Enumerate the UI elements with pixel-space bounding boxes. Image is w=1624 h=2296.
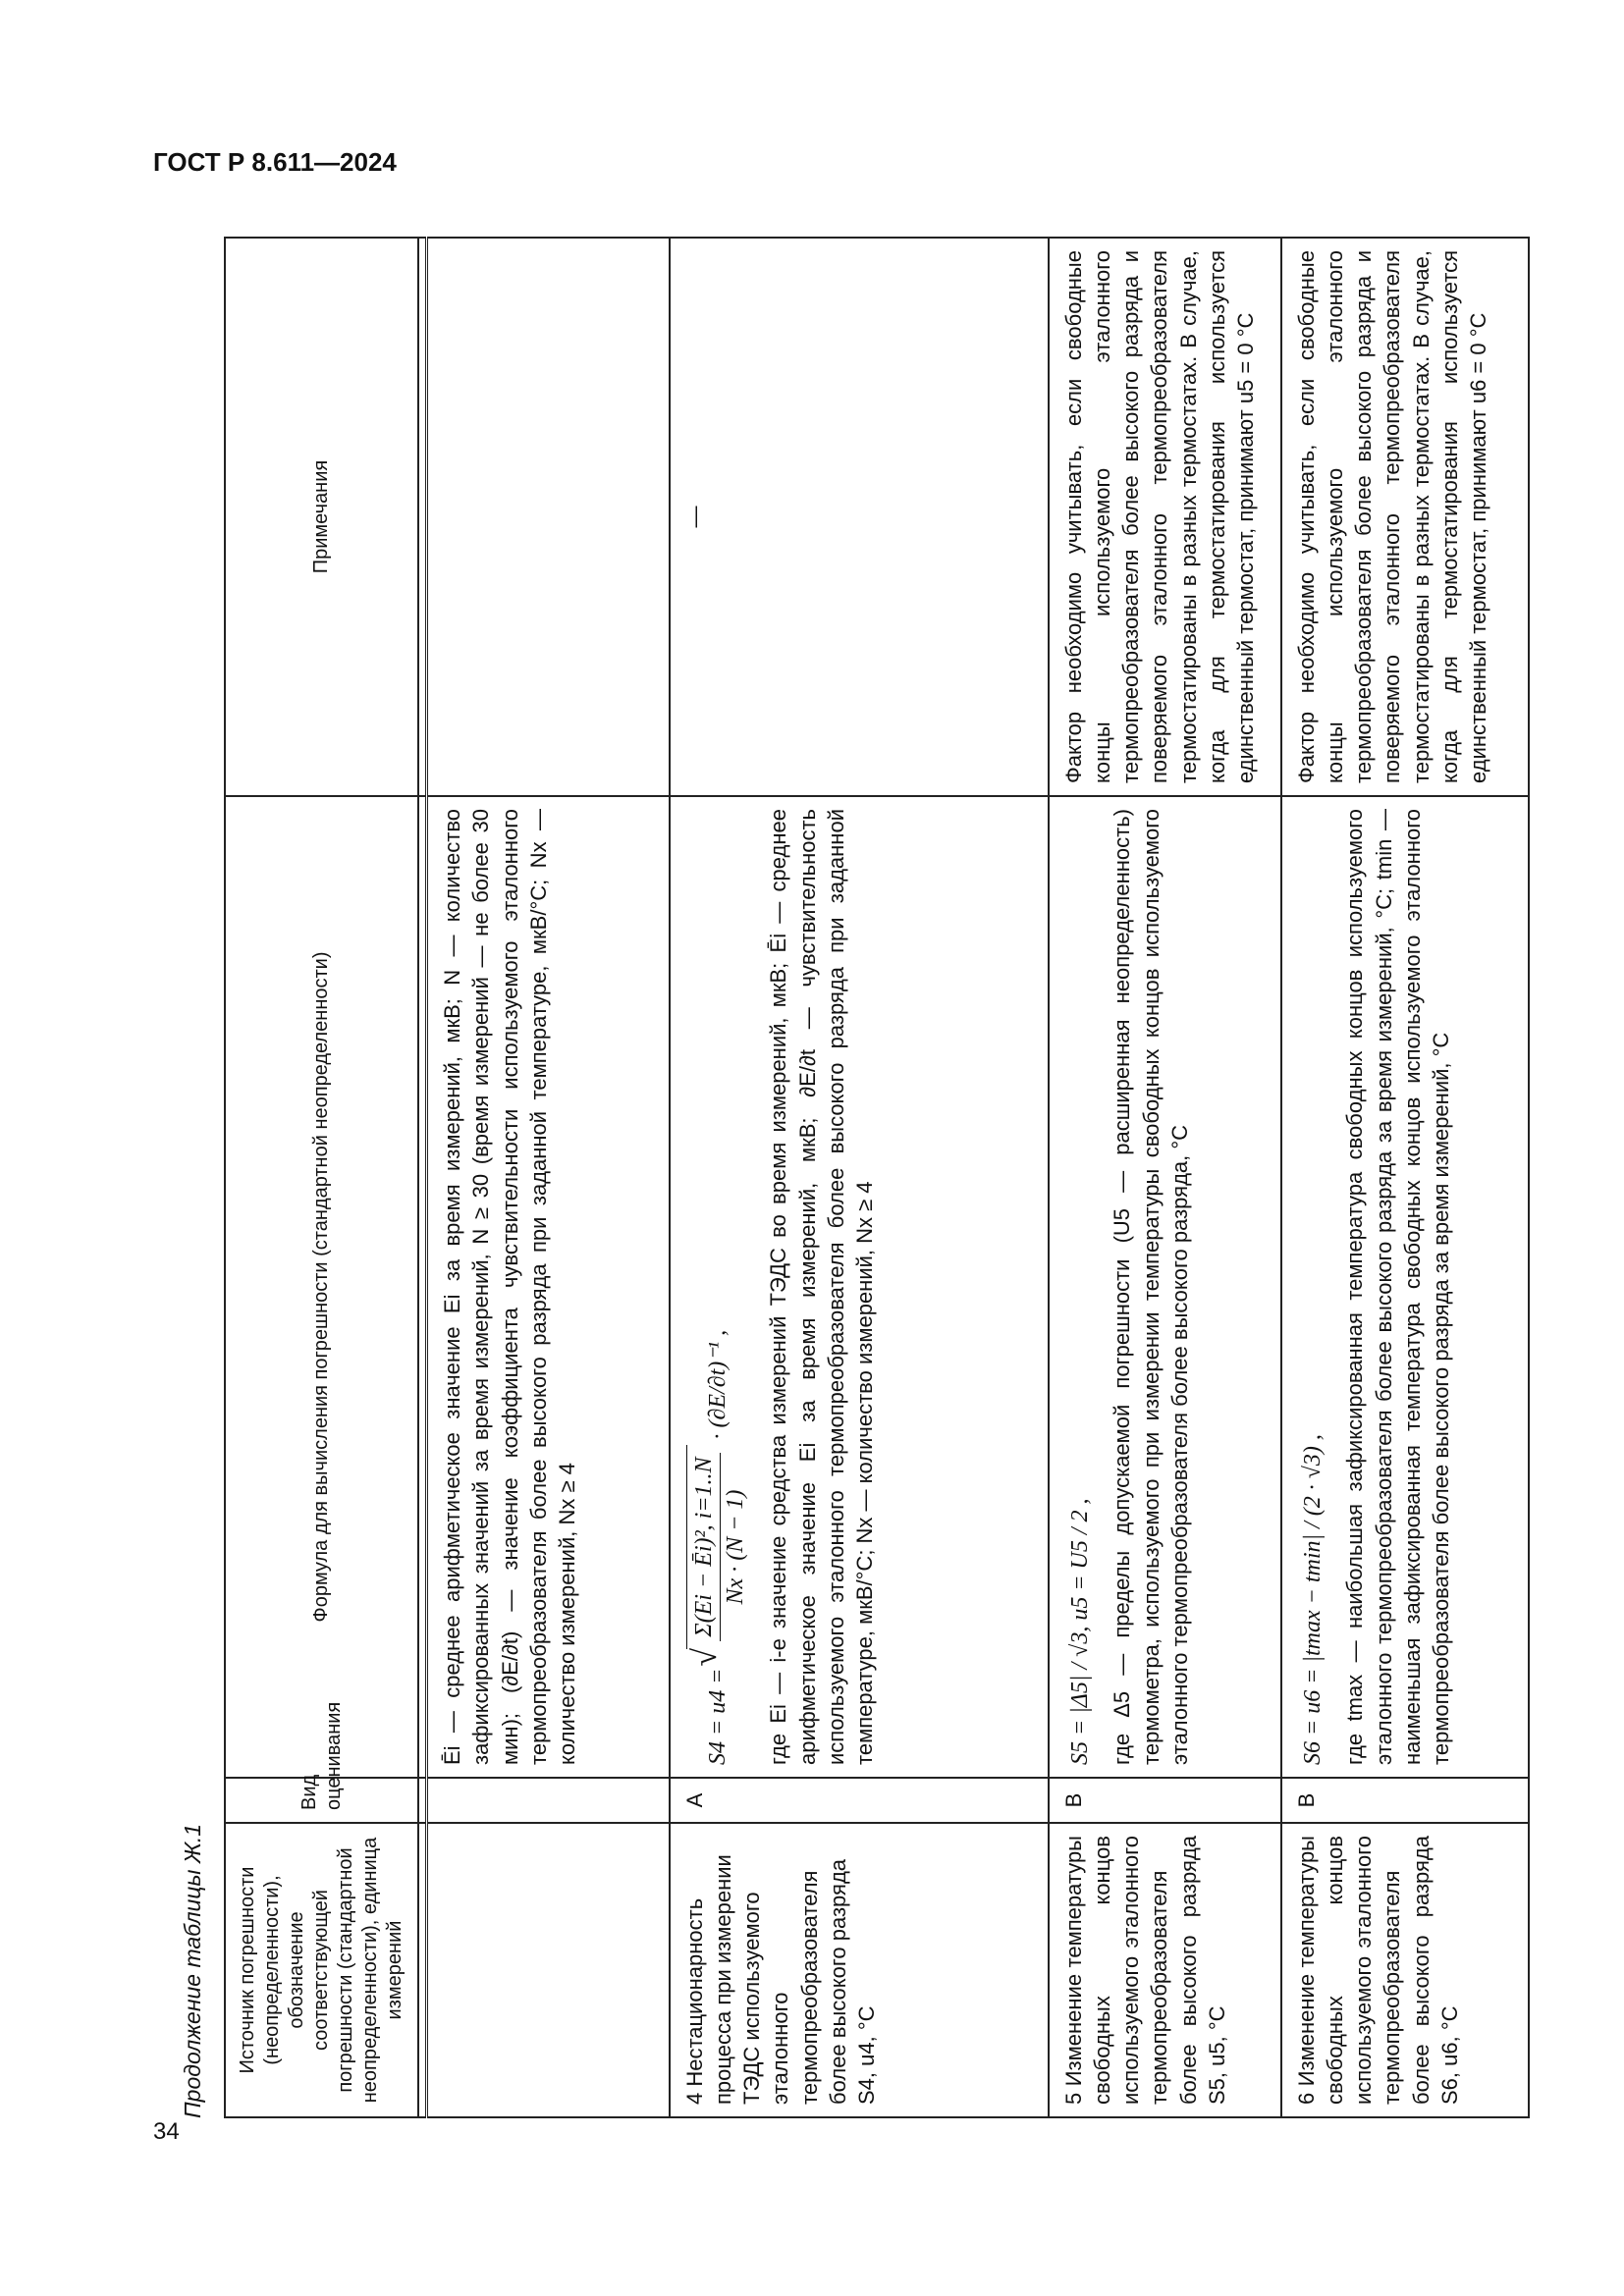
header-divider-row bbox=[418, 238, 427, 2117]
row4-formula-tail: · (∂E/∂t)⁻¹ , bbox=[705, 1329, 731, 1440]
table-row bbox=[670, 238, 1049, 2117]
row4-fraction bbox=[689, 1453, 753, 1640]
rotated-table-block bbox=[173, 239, 1490, 2118]
uncertainty-table bbox=[224, 237, 1530, 2118]
row4-notes: — bbox=[670, 238, 1049, 796]
row6-notes: Фактор необходимо учитывать, если свободные концы используемого эталонного термопреобразователя более высокого разряда и поверяемого эталонного термопреобразователя термостатированы в разных термостатах. В случае, когда для термостатирования используется единственный термостат, принимают u6 = 0 °С bbox=[1281, 238, 1529, 796]
row4-kind: А bbox=[670, 1778, 1049, 1823]
row5-formula: S5 = |Δ5| / √3, u5 = U5 / 2 , bbox=[1066, 1498, 1093, 1765]
row4-formula-text: где Ei — i-е значение средства измерений ТЭДС во время измерений, мкВ; Ēi — среднее арифметическое значение Ei за время измерений, мкВ; ∂E/∂t — чувствительность используемого эталонного термопреобразователя более высокого разряда при заданной температуре, мкВ/°С; Nx — количество измерений, Nx ≥ 4 bbox=[766, 809, 878, 1765]
row4-formula-cell bbox=[670, 796, 1049, 1778]
row5-notes: Фактор необходимо учитывать, если свободные концы используемого эталонного термопреобразователя более высокого разряда и поверяемого эталонного термопреобразователя термостатированы в разных термостатах. В случае, когда для термостатирования используется единственный термостат, принимают u5 = 0 °С bbox=[1049, 238, 1281, 796]
row3-source bbox=[427, 1823, 670, 2117]
header-notes: Примечания bbox=[225, 238, 418, 796]
row6-formula-text: где tmax — наибольшая зафиксированная температура свободных концов используемого эталонного термопреобразователя более высокого разряда за время измерений, °С; tmin — наименьшая зафиксированная температура свободных концов используемого эталонного термопреобразователя более высокого разряда за время измерений, °С bbox=[1342, 809, 1454, 1765]
row3-notes bbox=[427, 238, 670, 796]
table-header-row bbox=[225, 238, 418, 2117]
header-formula: Формула для вычисления погрешности (стандартной неопределенности) bbox=[225, 796, 418, 1778]
table-row bbox=[1281, 238, 1529, 2117]
table-caption: Продолжение таблицы Ж.1 bbox=[180, 1823, 205, 2118]
row5-formula-text: где Δ5 — пределы допускаемой погрешности (U5 — расширенная неопределенность) термометра, используемого при измерении температуры свободных концов используемого эталонного термопреобразователя более высокого разряда, °С bbox=[1110, 809, 1192, 1765]
row3-formula-text: Ēi — среднее арифметическое значение Ei за время измерений, мкВ; N — количество зафиксированных значений за время измерений, N ≥ 30 (время измерений — не более 30 мин); (∂E/∂t) — значение коэффициента чувствительности используемого эталонного термопреобразователя более высокого разряда при заданной температуре, мкВ/°С; Nx — количество измерений, Nx ≥ 4 bbox=[427, 796, 670, 1778]
row3-kind bbox=[427, 1778, 670, 1823]
row4-formula-denominator: Nx · (N − 1) bbox=[723, 1489, 749, 1605]
header-kind: Вид оценивания bbox=[225, 1778, 418, 1823]
row6-formula-cell bbox=[1281, 796, 1529, 1778]
row4-formula-numerator: √ Σ(Ei − Ēi)², i=1..N bbox=[689, 1453, 722, 1640]
header-source: Источник погрешности (неопределенности), обозначение соответствующей погрешности (стандартной неопределенности), единица измерений bbox=[225, 1823, 418, 2117]
row6-source: 6 Изменение температуры свободных концов используемого эталонного термопреобразователя более высокого разряда S6, u6, °С bbox=[1281, 1823, 1529, 2117]
row5-formula-cell bbox=[1049, 796, 1281, 1778]
square-root-icon bbox=[686, 1445, 753, 1648]
table-row bbox=[427, 238, 670, 2117]
row6-formula: S6 = u6 = |tmax − tmin| / (2 · √3) , bbox=[1299, 1434, 1326, 1765]
row4-formula bbox=[686, 809, 753, 1765]
row4-source: 4 Нестационарность процесса при измерении ТЭДС используемого эталонного термопреобразователя более высокого разряда S4, u4, °С bbox=[670, 1823, 1049, 2117]
table-row bbox=[1049, 238, 1281, 2117]
row5-kind: В bbox=[1049, 1778, 1281, 1823]
row4-formula-lhs: S4 = u4 = bbox=[705, 1668, 731, 1765]
page-number: 34 bbox=[153, 2118, 180, 2145]
document-header: ГОСТ Р 8.611—2024 bbox=[153, 147, 397, 177]
row5-source: 5 Изменение температуры свободных концов используемого эталонного термопреобразователя более высокого разряда S5, u5, °С bbox=[1049, 1823, 1281, 2117]
row6-kind: В bbox=[1281, 1778, 1529, 1823]
